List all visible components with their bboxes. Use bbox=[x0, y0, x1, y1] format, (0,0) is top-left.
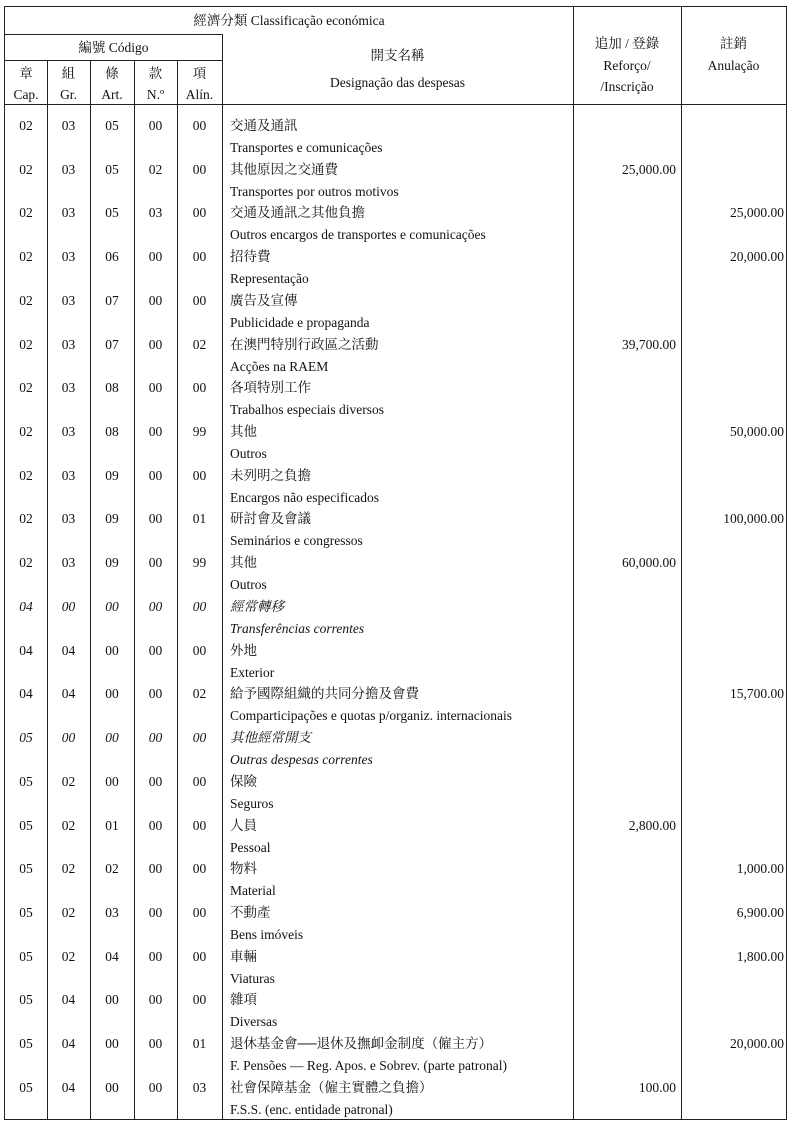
code-alin: 00 bbox=[192, 467, 207, 483]
table-row bbox=[5, 334, 786, 378]
anulacao-amount: 20,000.00 bbox=[730, 1036, 784, 1052]
anulacao-amount: 1,800.00 bbox=[736, 948, 784, 964]
code-art: 00 bbox=[105, 598, 119, 614]
code-gr: 03 bbox=[61, 424, 76, 440]
designation-zh: 外地 bbox=[230, 642, 257, 658]
table-row bbox=[5, 290, 786, 334]
table-row bbox=[5, 508, 786, 552]
designation bbox=[230, 683, 575, 727]
designation-zh: 廣告及宣傳 bbox=[230, 292, 298, 308]
code-no: 00 bbox=[148, 686, 163, 702]
code-cap: 05 bbox=[19, 948, 33, 964]
code-no: 00 bbox=[148, 511, 163, 527]
code-gr: 04 bbox=[61, 686, 76, 702]
designation-zh: 研討會及會議 bbox=[230, 511, 311, 527]
designation bbox=[230, 815, 575, 859]
designation-pt: Trabalhos especiais diversos bbox=[230, 402, 384, 418]
designation-pt: Acções na RAEM bbox=[230, 358, 329, 374]
code-alin: 00 bbox=[192, 730, 207, 746]
designation-pt: Seminários e congressos bbox=[230, 533, 363, 549]
code-alin: 01 bbox=[192, 1036, 207, 1052]
code-gr: 02 bbox=[61, 948, 76, 964]
code-cap: 02 bbox=[19, 467, 33, 483]
designation-zh: 車輛 bbox=[230, 948, 257, 964]
designation-zh: 招待費 bbox=[230, 249, 271, 265]
code-no: 00 bbox=[148, 424, 163, 440]
designation-pt: Publicidade e propaganda bbox=[230, 314, 370, 330]
header-cap-zh: 章 bbox=[19, 66, 33, 81]
code-art: 03 bbox=[105, 904, 119, 920]
code-gr: 03 bbox=[61, 205, 76, 221]
reforco-amount: 2,800.00 bbox=[628, 817, 676, 833]
header-gr-zh: 組 bbox=[61, 66, 76, 81]
code-cap: 02 bbox=[19, 118, 33, 133]
designation-pt: Outros bbox=[230, 446, 267, 462]
designation bbox=[230, 1077, 575, 1121]
code-art: 00 bbox=[105, 773, 119, 789]
designation-zh: 交通及通訊之其他負擔 bbox=[230, 205, 365, 221]
code-art: 09 bbox=[105, 467, 119, 483]
anulacao-amount: 6,900.00 bbox=[736, 904, 784, 920]
designation-zh: 不動產 bbox=[230, 904, 271, 920]
code-gr: 03 bbox=[61, 380, 76, 396]
anulacao-amount: 20,000.00 bbox=[730, 249, 784, 265]
code-cap: 05 bbox=[19, 1079, 33, 1095]
header-no-pt: N.º bbox=[146, 87, 165, 102]
designation bbox=[230, 858, 575, 902]
designation bbox=[230, 902, 575, 946]
designation-pt: Transportes e comunicações bbox=[230, 140, 383, 155]
designation bbox=[230, 159, 575, 203]
code-alin: 00 bbox=[192, 292, 207, 308]
code-gr: 04 bbox=[61, 1079, 76, 1095]
code-cap: 05 bbox=[19, 861, 33, 877]
code-art: 00 bbox=[105, 686, 119, 702]
code-no: 00 bbox=[148, 1079, 163, 1095]
code-art: 06 bbox=[105, 249, 119, 265]
designation-zh: 社會保障基金（僱主實體之負擔） bbox=[230, 1079, 433, 1095]
code-art: 08 bbox=[105, 424, 119, 440]
code-alin: 00 bbox=[192, 904, 207, 920]
code-alin: 00 bbox=[192, 992, 207, 1008]
code-gr: 04 bbox=[61, 1036, 76, 1052]
code-art: 05 bbox=[105, 161, 119, 177]
table-row bbox=[5, 858, 786, 902]
designation-pt: Transferências correntes bbox=[230, 620, 365, 636]
code-art: 00 bbox=[105, 992, 119, 1008]
code-alin: 00 bbox=[192, 118, 207, 133]
anulacao-amount: 50,000.00 bbox=[730, 424, 784, 440]
reforco-amount: 25,000.00 bbox=[622, 161, 676, 177]
code-art: 00 bbox=[105, 1036, 119, 1052]
code-alin: 00 bbox=[192, 642, 207, 658]
code-alin: 00 bbox=[192, 861, 207, 877]
table-row bbox=[5, 115, 786, 159]
designation-pt: Comparticipações e quotas p/organiz. internacionais bbox=[230, 708, 513, 724]
table-row bbox=[5, 727, 786, 771]
code-gr: 03 bbox=[61, 511, 76, 527]
table-row bbox=[5, 683, 786, 727]
designation bbox=[230, 421, 575, 465]
code-alin: 00 bbox=[192, 380, 207, 396]
header-divider bbox=[5, 60, 222, 61]
code-cap: 04 bbox=[19, 686, 33, 702]
code-cap: 02 bbox=[19, 555, 33, 571]
code-gr: 03 bbox=[61, 467, 76, 483]
header-art-pt: Art. bbox=[101, 87, 123, 102]
code-gr: 02 bbox=[61, 904, 76, 920]
designation-pt: Viaturas bbox=[230, 970, 275, 986]
header-alin-zh: 項 bbox=[192, 66, 207, 81]
code-no: 00 bbox=[148, 467, 163, 483]
designation-zh: 在澳門特別行政區之活動 bbox=[230, 336, 379, 352]
code-alin: 00 bbox=[192, 598, 207, 614]
code-art: 09 bbox=[105, 555, 119, 571]
code-cap: 05 bbox=[19, 904, 33, 920]
designation bbox=[230, 115, 575, 159]
designation-zh: 其他經常開支 bbox=[230, 730, 311, 746]
code-no: 00 bbox=[148, 948, 163, 964]
code-cap: 02 bbox=[19, 336, 33, 352]
table-row bbox=[5, 989, 786, 1033]
header-reforco-pt1: Reforço/ bbox=[603, 58, 651, 73]
code-alin: 00 bbox=[192, 817, 207, 833]
code-cap: 05 bbox=[19, 1036, 33, 1052]
designation bbox=[230, 771, 575, 815]
table-row bbox=[5, 1077, 786, 1121]
code-alin: 02 bbox=[192, 336, 207, 352]
code-cap: 02 bbox=[19, 205, 33, 221]
code-no: 00 bbox=[148, 292, 163, 308]
header-anulacao-pt: Anulação bbox=[707, 58, 760, 73]
designation-pt: Outras despesas correntes bbox=[230, 752, 373, 768]
code-no: 00 bbox=[148, 249, 163, 265]
code-gr: 03 bbox=[61, 292, 76, 308]
code-art: 00 bbox=[105, 642, 119, 658]
code-alin: 00 bbox=[192, 249, 207, 265]
designation bbox=[230, 246, 575, 290]
code-no: 00 bbox=[148, 555, 163, 571]
code-alin: 03 bbox=[192, 1079, 207, 1095]
header-classification: 經濟分類 Classificação económica bbox=[193, 13, 385, 28]
designation-zh: 其他 bbox=[230, 555, 257, 571]
code-gr: 04 bbox=[61, 642, 76, 658]
code-no: 00 bbox=[148, 336, 163, 352]
code-art: 05 bbox=[105, 205, 119, 221]
designation bbox=[230, 552, 575, 596]
code-no: 02 bbox=[148, 161, 163, 177]
designation-zh: 經常轉移 bbox=[230, 598, 284, 614]
code-cap: 02 bbox=[19, 161, 33, 177]
header-no-zh: 款 bbox=[148, 66, 163, 81]
designation-zh: 各項特別工作 bbox=[230, 380, 311, 396]
code-no: 00 bbox=[148, 598, 163, 614]
designation-pt: Bens imóveis bbox=[230, 926, 304, 942]
code-art: 00 bbox=[105, 1079, 119, 1095]
header-designation-pt: Designação das despesas bbox=[330, 75, 465, 90]
budget-table bbox=[4, 6, 787, 1120]
table-row bbox=[5, 902, 786, 946]
header-codigo: 編號 Código bbox=[78, 40, 149, 55]
header-designation-zh: 開支名稱 bbox=[370, 48, 425, 63]
code-no: 00 bbox=[148, 817, 163, 833]
code-art: 09 bbox=[105, 511, 119, 527]
designation bbox=[230, 508, 575, 552]
code-no: 00 bbox=[148, 992, 163, 1008]
designation-pt: Outros encargos de transportes e comunicações bbox=[230, 227, 486, 243]
designation bbox=[230, 596, 575, 640]
header-reforco-zh: 追加 / 登錄 bbox=[594, 36, 660, 51]
designation-zh: 給予國際組織的共同分擔及會費 bbox=[230, 686, 419, 702]
designation bbox=[230, 727, 575, 771]
table-row bbox=[5, 640, 786, 684]
designation-zh: 交通及通訊 bbox=[230, 118, 298, 133]
code-art: 01 bbox=[105, 817, 119, 833]
designation-zh: 雜項 bbox=[230, 992, 257, 1008]
code-alin: 00 bbox=[192, 773, 207, 789]
table-row bbox=[5, 377, 786, 421]
designation bbox=[230, 290, 575, 334]
designation-pt: Exterior bbox=[230, 664, 275, 680]
code-no: 00 bbox=[148, 642, 163, 658]
designation-pt: F.S.S. (enc. entidade patronal) bbox=[230, 1101, 393, 1117]
code-art: 07 bbox=[105, 336, 119, 352]
code-gr: 03 bbox=[61, 118, 76, 133]
code-cap: 02 bbox=[19, 249, 33, 265]
header-divider bbox=[5, 34, 222, 35]
designation-pt: Seguros bbox=[230, 795, 274, 811]
anulacao-amount: 15,700.00 bbox=[730, 686, 784, 702]
code-no: 00 bbox=[148, 730, 163, 746]
code-gr: 03 bbox=[61, 336, 76, 352]
designation-zh: 其他原因之交通費 bbox=[230, 161, 338, 177]
table-row bbox=[5, 465, 786, 509]
table-row bbox=[5, 771, 786, 815]
code-cap: 05 bbox=[19, 992, 33, 1008]
designation bbox=[230, 640, 575, 684]
code-cap: 05 bbox=[19, 773, 33, 789]
code-alin: 99 bbox=[192, 555, 207, 571]
code-no: 00 bbox=[148, 380, 163, 396]
code-no: 00 bbox=[148, 904, 163, 920]
code-cap: 05 bbox=[19, 817, 33, 833]
code-alin: 00 bbox=[192, 205, 207, 221]
code-alin: 02 bbox=[192, 686, 207, 702]
code-alin: 01 bbox=[192, 511, 207, 527]
table-row bbox=[5, 596, 786, 640]
table-row bbox=[5, 159, 786, 203]
header-reforco-pt2: /Inscrição bbox=[600, 79, 654, 94]
code-art: 04 bbox=[105, 948, 119, 964]
designation bbox=[230, 334, 575, 378]
designation-pt: Encargos não especificados bbox=[230, 489, 379, 505]
code-art: 00 bbox=[105, 730, 119, 746]
code-gr: 03 bbox=[61, 249, 76, 265]
header-anulacao-zh: 註銷 bbox=[720, 36, 747, 51]
code-art: 08 bbox=[105, 380, 119, 396]
table-row bbox=[5, 946, 786, 990]
code-art: 02 bbox=[105, 861, 119, 877]
code-no: 00 bbox=[148, 773, 163, 789]
header-art-zh: 條 bbox=[105, 66, 119, 81]
designation-pt: Outros bbox=[230, 577, 267, 593]
code-gr: 00 bbox=[61, 598, 76, 614]
designation-zh: 保險 bbox=[230, 773, 257, 789]
code-cap: 05 bbox=[19, 730, 33, 746]
designation bbox=[230, 989, 575, 1033]
designation-pt: Transportes por outros motivos bbox=[230, 183, 399, 199]
header-alin-pt: Alín. bbox=[185, 87, 214, 102]
table-row bbox=[5, 815, 786, 859]
table-row bbox=[5, 421, 786, 465]
table-row bbox=[5, 246, 786, 290]
header-gr-pt: Gr. bbox=[60, 87, 77, 102]
code-gr: 03 bbox=[61, 161, 76, 177]
designation-zh: 人員 bbox=[230, 817, 257, 833]
designation-pt: Representação bbox=[230, 271, 309, 287]
designation-zh: 其他 bbox=[230, 424, 257, 440]
code-alin: 00 bbox=[192, 948, 207, 964]
designation-zh: 未列明之負擔 bbox=[230, 467, 311, 483]
table-row bbox=[5, 552, 786, 596]
code-cap: 02 bbox=[19, 424, 33, 440]
reforco-amount: 39,700.00 bbox=[622, 336, 676, 352]
code-art: 07 bbox=[105, 292, 119, 308]
code-gr: 02 bbox=[61, 817, 76, 833]
reforco-amount: 100.00 bbox=[638, 1079, 676, 1095]
code-cap: 04 bbox=[19, 642, 33, 658]
designation-zh: 退休基金會──退休及撫卹金制度（僱主方） bbox=[230, 1036, 493, 1052]
code-gr: 04 bbox=[61, 992, 76, 1008]
code-gr: 02 bbox=[61, 773, 76, 789]
header-cap-pt: Cap. bbox=[13, 87, 39, 102]
code-gr: 00 bbox=[61, 730, 76, 746]
code-gr: 02 bbox=[61, 861, 76, 877]
designation-pt: Material bbox=[230, 883, 276, 899]
designation-zh: 物料 bbox=[230, 861, 257, 877]
code-no: 00 bbox=[148, 118, 163, 133]
code-art: 05 bbox=[105, 118, 119, 133]
code-cap: 02 bbox=[19, 511, 33, 527]
code-no: 00 bbox=[148, 1036, 163, 1052]
code-no: 03 bbox=[148, 205, 163, 221]
designation bbox=[230, 202, 575, 246]
code-cap: 04 bbox=[19, 598, 33, 614]
code-gr: 03 bbox=[61, 555, 76, 571]
anulacao-amount: 25,000.00 bbox=[730, 205, 784, 221]
anulacao-amount: 100,000.00 bbox=[723, 511, 784, 527]
designation bbox=[230, 1033, 575, 1077]
designation-pt: Diversas bbox=[230, 1014, 278, 1030]
table-row bbox=[5, 202, 786, 246]
designation bbox=[230, 377, 575, 421]
code-cap: 02 bbox=[19, 292, 33, 308]
code-alin: 99 bbox=[192, 424, 207, 440]
designation-pt: Pessoal bbox=[230, 839, 271, 855]
code-alin: 00 bbox=[192, 161, 207, 177]
designation-pt: F. Pensões — Reg. Apos. e Sobrev. (parte patronal) bbox=[230, 1058, 507, 1074]
code-no: 00 bbox=[148, 861, 163, 877]
table-row bbox=[5, 1033, 786, 1077]
code-cap: 02 bbox=[19, 380, 33, 396]
reforco-amount: 60,000.00 bbox=[622, 555, 676, 571]
anulacao-amount: 1,000.00 bbox=[736, 861, 784, 877]
designation bbox=[230, 946, 575, 990]
designation bbox=[230, 465, 575, 509]
